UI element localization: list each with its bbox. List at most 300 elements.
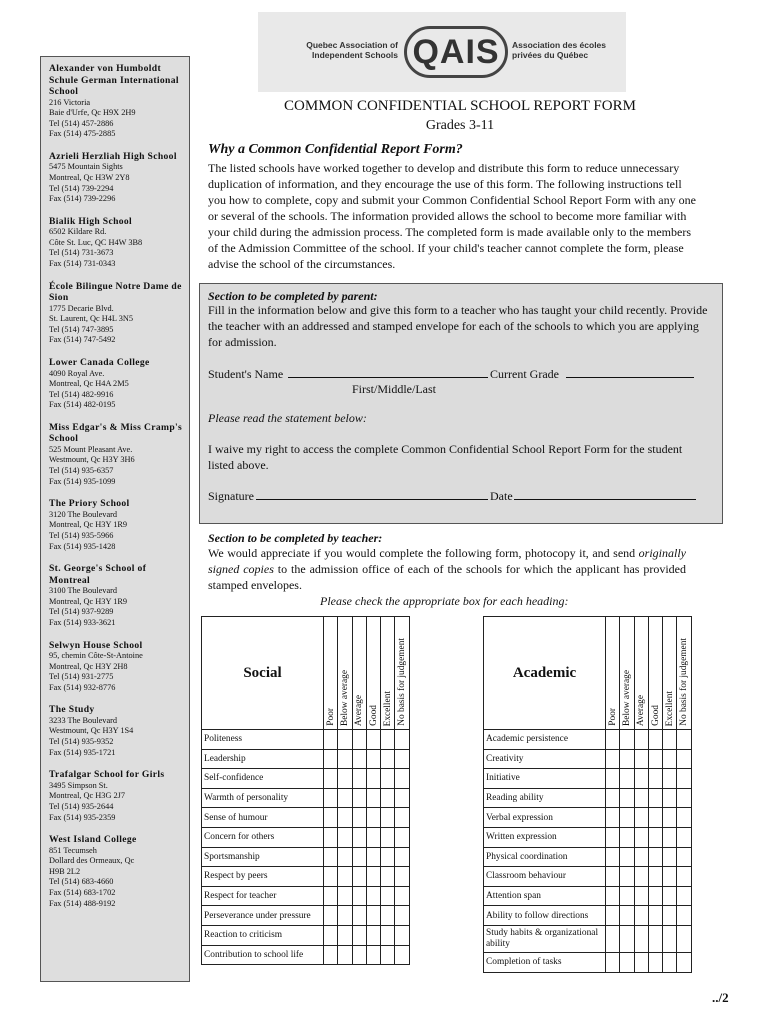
social-rating-checkbox[interactable] [381,769,395,789]
academic-rating-checkbox[interactable] [606,827,620,847]
social-rating-checkbox[interactable] [338,886,352,906]
school-address-line: Tel (514) 683-4660 [49,877,114,887]
school-address-line: Fax (514) 747-5492 [49,335,116,345]
academic-row-label: Classroom behaviour [484,867,606,887]
social-rating-checkbox[interactable] [338,808,352,828]
school-address-line: Tel (514) 935-5966 [49,530,114,540]
academic-rating-checkbox[interactable] [620,808,634,828]
social-column-header [395,617,409,730]
social-rating-checkbox[interactable] [395,906,409,926]
academic-rating-checkbox[interactable] [648,730,662,750]
social-header-row [202,617,410,730]
academic-rating-checkbox[interactable] [620,906,634,926]
social-row-label: Contribution to school life [202,945,324,965]
social-rating-checkbox[interactable] [366,730,380,750]
social-row-label: Concern for others [202,827,324,847]
table-row [202,867,410,887]
social-rating-checkbox[interactable] [366,925,380,945]
logo-mark: QAIS [404,26,508,78]
academic-rating-checkbox[interactable] [606,749,620,769]
table-row [202,925,410,945]
academic-rating-checkbox[interactable] [663,749,677,769]
academic-rating-checkbox[interactable] [648,827,662,847]
academic-rating-checkbox[interactable] [620,749,634,769]
social-column-header [324,617,338,730]
school-address-line: Tel (514) 482-9916 [49,389,114,399]
academic-column-label: Good [650,705,661,726]
academic-column-header [634,617,648,730]
academic-rating-checkbox[interactable] [677,952,691,972]
social-rating-checkbox[interactable] [395,730,409,750]
school-address-line: Fax (514) 935-1099 [49,476,116,486]
logo-right-text: Association des écoles privées du Québec [512,40,607,60]
parent-section [199,283,723,524]
school-address-line: Fax (514) 935-2359 [49,812,116,822]
social-rating-checkbox[interactable] [352,867,366,887]
social-rating-checkbox[interactable] [324,769,338,789]
school-address-line: Tel (514) 935-2644 [49,801,114,811]
academic-column-label: Average [636,694,647,726]
academic-rating-checkbox[interactable] [606,788,620,808]
read-statement: Please read the statement below: [208,411,367,425]
date-field[interactable] [514,490,696,500]
academic-row-label: Ability to follow directions [484,906,606,926]
school-address-line: Fax (514) 683-1702 [49,888,116,897]
student-name-label: Student's Name [208,367,284,381]
academic-row-label: Study habits & organizational ability [484,925,606,952]
academic-rating-checkbox[interactable] [663,847,677,867]
academic-rating-checkbox[interactable] [620,886,634,906]
academic-rating-checkbox[interactable] [663,886,677,906]
academic-rating-checkbox[interactable] [634,847,648,867]
social-column-label: Good [368,705,379,726]
social-rating-checkbox[interactable] [352,847,366,867]
social-rating-checkbox[interactable] [352,730,366,750]
social-rating-checkbox[interactable] [352,886,366,906]
school-address-line: Fax (514) 475-2885 [49,129,116,139]
school-entry [49,640,183,694]
school-address-line: 216 Victoria [49,97,91,107]
academic-row-label: Attention span [484,886,606,906]
academic-row-label: Initiative [484,769,606,789]
academic-rating-checkbox[interactable] [634,906,648,926]
table-row [484,749,692,769]
table-row [202,886,410,906]
social-rating-checkbox[interactable] [381,847,395,867]
academic-row-label: Academic persistence [484,730,606,750]
school-address-line: Tel (514) 931-2775 [49,672,114,682]
academic-rating-checkbox[interactable] [634,925,648,952]
table-row [484,808,692,828]
social-rating-checkbox[interactable] [324,945,338,965]
social-row-label: Sense of humour [202,808,324,828]
academic-rating-checkbox[interactable] [677,906,691,926]
academic-rating-checkbox[interactable] [677,827,691,847]
table-row [484,827,692,847]
qais-logo [258,12,626,92]
social-rating-checkbox[interactable] [324,847,338,867]
social-rating-checkbox[interactable] [352,749,366,769]
school-address-line: Montreal, Qc H3Y 1R9 [49,520,128,530]
academic-rating-checkbox[interactable] [663,769,677,789]
social-rating-checkbox[interactable] [395,925,409,945]
school-address-line: Montreal, Qc H3Y 2H8 [49,661,128,671]
academic-rating-checkbox[interactable] [620,952,634,972]
teacher-instruction: Please check the appropriate box for each heading: [320,594,569,608]
school-entry [49,357,183,411]
social-rating-checkbox[interactable] [381,808,395,828]
social-row-label: Self-confidence [202,769,324,789]
social-rating-checkbox[interactable] [366,769,380,789]
social-rating-checkbox[interactable] [324,730,338,750]
table-row [484,730,692,750]
school-entry [49,498,183,552]
academic-row-label: Verbal expression [484,808,606,828]
social-rating-checkbox[interactable] [324,886,338,906]
academic-column-label: Poor [607,708,618,726]
social-column-label: Poor [325,708,336,726]
teacher-body-part2: to the admission office of each of the schools for which the applicant has provided stamped envelopes. [208,562,686,592]
academic-rating-checkbox[interactable] [648,847,662,867]
social-column-label: Average [354,694,365,726]
academic-rating-checkbox[interactable] [677,867,691,887]
school-address-line: Tel (514) 935-6357 [49,466,114,476]
school-address-line: Montreal, Qc H3W 2Y8 [49,172,130,182]
social-rating-checkbox[interactable] [381,749,395,769]
academic-rating-checkbox[interactable] [677,730,691,750]
school-entry [49,422,183,487]
academic-rating-checkbox[interactable] [634,769,648,789]
school-address-line: 3100 The Boulevard [49,586,118,596]
social-rating-checkbox[interactable] [324,749,338,769]
academic-rating-checkbox[interactable] [677,886,691,906]
social-rating-checkbox[interactable] [352,827,366,847]
social-rating-checkbox[interactable] [338,867,352,887]
school-entry [49,834,183,909]
academic-rating-checkbox[interactable] [677,847,691,867]
academic-rating-checkbox[interactable] [606,886,620,906]
school-name: The Study [49,704,95,716]
table-row [202,945,410,965]
signature-field[interactable] [256,490,488,500]
social-rating-checkbox[interactable] [366,886,380,906]
school-entry [49,151,183,205]
school-name: Lower Canada College [49,357,150,368]
academic-rating-checkbox[interactable] [663,808,677,828]
school-entry [49,769,183,823]
school-address-line: Montreal, Qc H3Y 1R9 [49,596,128,606]
social-rating-checkbox[interactable] [352,925,366,945]
academic-rating-checkbox[interactable] [606,867,620,887]
school-address-line: St. Laurent, Qc H4L 3N5 [49,314,134,324]
social-rating-checkbox[interactable] [381,906,395,926]
school-entry [49,281,183,346]
social-rating-checkbox[interactable] [324,808,338,828]
school-address-line: Fax (514) 933-3621 [49,617,116,627]
academic-rating-checkbox[interactable] [663,730,677,750]
student-name-field[interactable] [288,368,488,378]
social-rating-checkbox[interactable] [366,906,380,926]
school-address-line: 1775 Decarie Blvd. [49,303,114,313]
school-address-line: Fax (514) 482-0195 [49,400,116,410]
social-rating-checkbox[interactable] [395,827,409,847]
academic-rating-checkbox[interactable] [606,730,620,750]
academic-header-row [484,617,692,730]
academic-rating-checkbox[interactable] [677,749,691,769]
social-row-label: Sportsmanship [202,847,324,867]
social-rating-checkbox[interactable] [352,808,366,828]
academic-rating-checkbox[interactable] [663,952,677,972]
social-rating-checkbox[interactable] [324,867,338,887]
social-rating-checkbox[interactable] [381,730,395,750]
social-rating-table [201,616,410,965]
school-name: Bialik High School [49,215,133,227]
social-column-header [381,617,395,730]
academic-rating-checkbox[interactable] [620,730,634,750]
social-rating-checkbox[interactable] [324,925,338,945]
academic-column-header [648,617,662,730]
academic-rating-checkbox[interactable] [634,788,648,808]
social-rating-checkbox[interactable] [338,788,352,808]
social-row-label: Leadership [202,749,324,769]
school-entry [49,216,183,270]
page-number: ../2 [712,990,729,1005]
academic-rating-checkbox[interactable] [648,749,662,769]
academic-rating-checkbox[interactable] [663,925,677,952]
social-rating-checkbox[interactable] [395,886,409,906]
school-name: Alexander von Humboldt Schule German International School [49,63,179,97]
school-entry [49,704,183,758]
parent-body: Fill in the information below and give this form to a teacher who has taught your child recently. Provide the teacher with an addressed and stamped envelope for each of the schools to which you are applying for admission. [208,303,708,349]
academic-rating-checkbox[interactable] [606,808,620,828]
academic-rating-checkbox[interactable] [677,808,691,828]
social-title-text: Social [243,664,282,681]
academic-rating-checkbox[interactable] [648,952,662,972]
table-row [484,952,692,972]
table-row [202,730,410,750]
academic-rating-checkbox[interactable] [606,906,620,926]
social-rating-checkbox[interactable] [324,906,338,926]
academic-rating-checkbox[interactable] [677,769,691,789]
school-address-line: Fax (514) 739-2296 [49,194,116,204]
social-rating-checkbox[interactable] [338,925,352,945]
date-label: Date [490,489,513,503]
social-rating-checkbox[interactable] [338,749,352,769]
teacher-body [208,545,686,593]
school-address-line: Dollard des Ormeaux, Qc [49,856,135,866]
social-rating-checkbox[interactable] [381,886,395,906]
school-address-line: 525 Mount Pleasant Ave. [49,444,133,454]
intro-heading: Why a Common Confidential Report Form? [208,142,463,157]
school-name: St. George's School of Montreal [49,563,147,586]
academic-rating-checkbox[interactable] [648,788,662,808]
social-title [202,617,324,730]
school-address-line: Montreal, Qc H4A 2M5 [49,379,129,389]
social-rating-checkbox[interactable] [352,945,366,965]
academic-rating-checkbox[interactable] [634,886,648,906]
academic-row-label: Written expression [484,827,606,847]
table-row [202,847,410,867]
school-address-line: 95, chemin Côte-St-Antoine [49,651,143,660]
social-rating-checkbox[interactable] [381,867,395,887]
academic-rating-checkbox[interactable] [648,886,662,906]
school-address-line: Fax (514) 935-1721 [49,747,116,757]
social-rating-checkbox[interactable] [381,827,395,847]
school-name: The Priory School [49,498,130,510]
social-rating-checkbox[interactable] [338,945,352,965]
academic-row-label: Physical coordination [484,847,606,867]
academic-rating-checkbox[interactable] [634,827,648,847]
social-rating-checkbox[interactable] [338,730,352,750]
intro-body: The listed schools have worked together to develop and distribute this form to reduce unnecessary duplication of information, and they encourage the use of this form. The following instructions tell you how to complete, copy and submit your Common Confidential School Report Form with any one or several of the schools. The information provided allows the school to become more familiar with your child during the admission process. The completed form is made available only to the members of the Admission Committee of the school. If your child's teacher cannot complete the form, please advise the school of the circumstances. [208,161,696,271]
social-rating-checkbox[interactable] [352,788,366,808]
academic-rating-checkbox[interactable] [677,925,691,952]
social-row-label: Perseverance under pressure [202,906,324,926]
academic-rating-checkbox[interactable] [620,867,634,887]
academic-rating-checkbox[interactable] [648,906,662,926]
table-row [202,749,410,769]
table-row [202,808,410,828]
academic-rating-checkbox[interactable] [620,769,634,789]
social-rating-checkbox[interactable] [395,867,409,887]
table-row [202,769,410,789]
social-rating-checkbox[interactable] [395,769,409,789]
academic-rating-checkbox[interactable] [620,827,634,847]
academic-rating-checkbox[interactable] [663,906,677,926]
academic-rating-checkbox[interactable] [663,788,677,808]
school-list-sidebar [40,56,190,982]
logo-left-text: Quebec Association of Independent Schools [306,40,398,60]
social-row-label: Respect for teacher [202,886,324,906]
table-row [484,847,692,867]
academic-rating-checkbox[interactable] [606,769,620,789]
social-rating-checkbox[interactable] [366,945,380,965]
academic-rating-checkbox[interactable] [634,749,648,769]
academic-rating-checkbox[interactable] [677,788,691,808]
school-address-line: Tel (514) 935-9352 [49,737,114,747]
social-rating-checkbox[interactable] [366,808,380,828]
social-column-header [352,617,366,730]
academic-column-label: Excellent [664,690,675,726]
social-rating-checkbox[interactable] [395,847,409,867]
social-rating-checkbox[interactable] [352,906,366,926]
school-address-line: Fax (514) 731-0343 [49,259,116,269]
school-name: Trafalgar School for Girls [49,769,165,781]
academic-rating-checkbox[interactable] [620,788,634,808]
school-address-line: Tel (514) 747-3895 [49,324,114,334]
academic-rating-checkbox[interactable] [634,867,648,887]
academic-row-label: Reading ability [484,788,606,808]
academic-rating-checkbox[interactable] [620,847,634,867]
academic-rating-checkbox[interactable] [606,847,620,867]
social-column-header [366,617,380,730]
school-entry [49,563,183,628]
academic-rating-checkbox[interactable] [663,867,677,887]
school-address-line: Tel (514) 457-2886 [49,118,114,128]
school-address-line: 6502 Kildare Rd. [49,227,107,237]
name-hint: First/Middle/Last [352,382,436,396]
waiver-statement: I waive my right to access the complete Common Confidential School Report Form for the student listed above. [208,442,683,472]
social-column-label: No basis for judgement [397,638,408,726]
social-column-header [338,617,352,730]
school-address-line: Fax (514) 488-9192 [49,898,116,908]
school-address-line: Tel (514) 739-2294 [49,183,114,193]
academic-rating-checkbox[interactable] [648,867,662,887]
school-name: École Bilingue Notre Dame de Sion [49,280,182,304]
current-grade-field[interactable] [566,368,694,378]
social-rating-checkbox[interactable] [366,867,380,887]
social-rating-checkbox[interactable] [352,769,366,789]
social-rating-checkbox[interactable] [395,749,409,769]
social-rating-checkbox[interactable] [338,906,352,926]
form-grades: Grades 3-11 [425,118,495,133]
social-row-label: Reaction to criticism [202,925,324,945]
social-rating-checkbox[interactable] [366,827,380,847]
social-rating-checkbox[interactable] [381,788,395,808]
academic-rating-table [483,616,692,973]
school-address-line: Westmount, Qc H3Y 3H6 [49,455,135,465]
school-address-line: 3495 Simpson St. [49,780,108,790]
social-rating-checkbox[interactable] [338,847,352,867]
academic-rating-checkbox[interactable] [648,808,662,828]
table-row [484,906,692,926]
academic-column-header [606,617,620,730]
social-rating-checkbox[interactable] [366,749,380,769]
social-rating-checkbox[interactable] [395,808,409,828]
school-address-line: Fax (514) 935-1428 [49,541,116,551]
table-row [484,886,692,906]
school-address-line: Westmount, Qc H3Y 1S4 [49,726,134,736]
school-address-line: Tel (514) 731-3673 [49,248,114,258]
academic-rating-checkbox[interactable] [663,827,677,847]
academic-column-label: Below average [621,670,632,726]
academic-column-label: No basis for judgement [679,638,690,726]
academic-rating-checkbox[interactable] [606,952,620,972]
school-address-line: Montreal, Qc H3G 2J7 [49,791,126,801]
school-address-line: 851 Tecumseh [49,845,97,855]
teacher-heading: Section to be completed by teacher: [208,531,383,545]
table-row [484,867,692,887]
social-rating-checkbox[interactable] [366,788,380,808]
academic-row-label: Completion of tasks [484,952,606,972]
academic-rating-checkbox[interactable] [634,808,648,828]
social-rating-checkbox[interactable] [338,827,352,847]
academic-column-header [677,617,691,730]
social-rating-checkbox[interactable] [324,788,338,808]
table-row [202,906,410,926]
school-entry [49,63,183,140]
academic-rating-checkbox[interactable] [648,769,662,789]
table-row [484,769,692,789]
academic-rating-checkbox[interactable] [634,952,648,972]
social-rating-checkbox[interactable] [395,788,409,808]
academic-rating-checkbox[interactable] [634,730,648,750]
school-address-line: 3233 The Boulevard [49,715,118,725]
academic-rating-checkbox[interactable] [648,925,662,952]
social-rating-checkbox[interactable] [338,769,352,789]
school-address-line: 3120 The Boulevard [49,509,118,519]
school-address-line: H9B 2L2 [49,866,81,876]
social-rating-checkbox[interactable] [324,827,338,847]
social-rating-checkbox[interactable] [381,945,395,965]
academic-rating-checkbox[interactable] [606,925,620,952]
table-row [202,827,410,847]
academic-rating-checkbox[interactable] [620,925,634,952]
teacher-body-part1: We would appreciate if you would complete the following form, photocopy it, and send [208,546,639,560]
social-rating-checkbox[interactable] [395,945,409,965]
social-rating-checkbox[interactable] [366,847,380,867]
social-rating-checkbox[interactable] [381,925,395,945]
